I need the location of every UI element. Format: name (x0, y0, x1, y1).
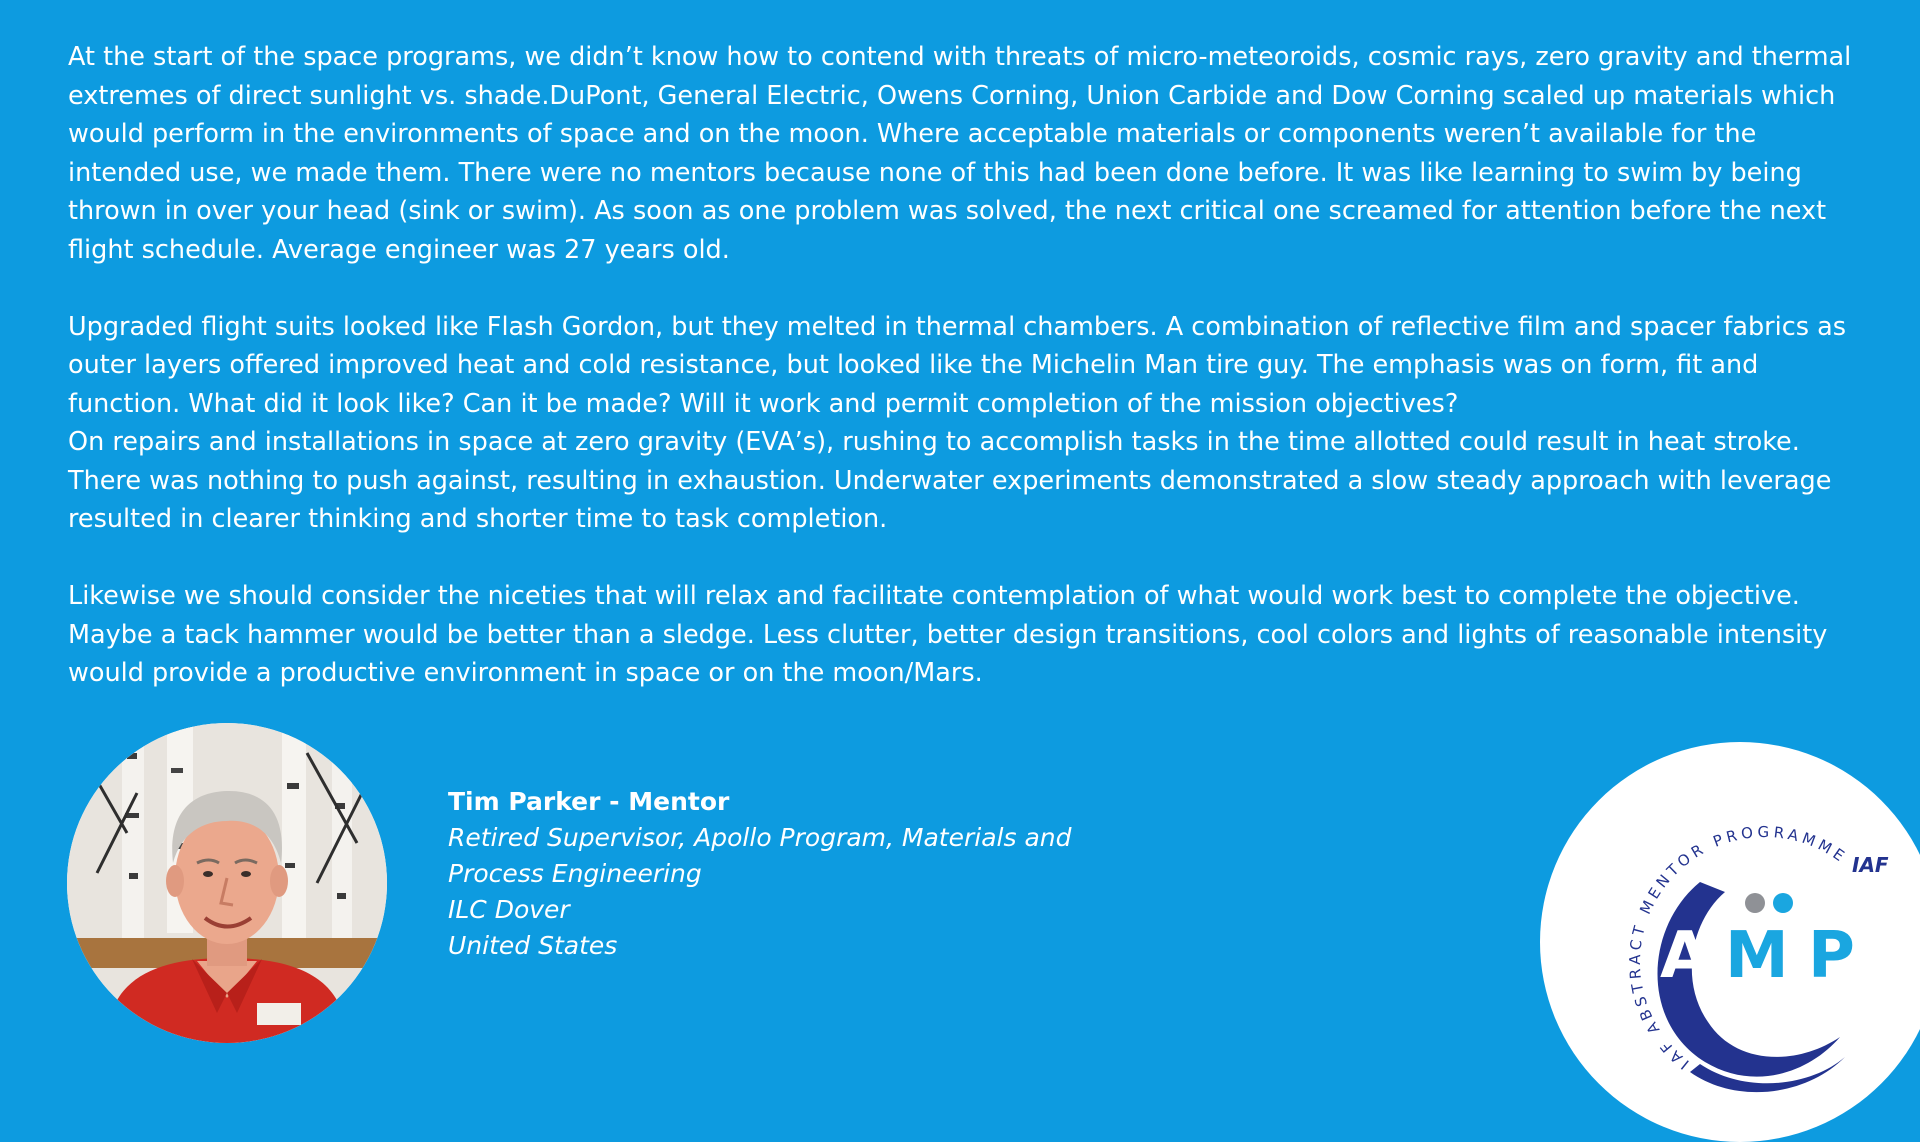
logo-letter-m: M (1725, 919, 1789, 993)
logo-ring-text-path: IAF ABSTRACT MENTOR PROGRAMME (1625, 822, 1851, 1073)
paragraph-2: Upgraded flight suits looked like Flash Gordon, but they melted in thermal chambers. A combination of reflective film and spacer fabrics as outer layers offered improved heat and cold resistance, but looked like the Michelin Man tire guy. The emphasis was on form, fit and function. What did it look like? Can it be made? Will it work and permit completion of the mission objectives? (68, 311, 1847, 419)
mentor-organization: ILC Dover (448, 895, 570, 924)
logo-letter-p: P (1808, 919, 1855, 993)
mentor-photo (67, 723, 387, 1043)
paragraph-1: At the start of the space programs, we didn’t know how to contend with threats of micro-meteoroids, cosmic rays, zero gravity and thermal extremes of direct sunlight vs. shade.DuPont, General Electric, Owens Corning, Union Carbide and Dow Corning scaled up materials which would perform in the environments of space and on the moon. Where acceptable materials or components weren’t available for the intended use, we made them. There were no mentors because none of this had been done before. It was like learning to swim by being thrown in over your head (sink or swim). As soon as one problem was solved, the next critical one screamed for attention before the next flight schedule. Average engineer was 27 years old. (68, 42, 1852, 265)
paragraph-gap (68, 269, 1858, 308)
mentor-quote (68, 38, 1858, 693)
mentor-caption (448, 784, 1072, 964)
mentor-role-line-1: Retired Supervisor, Apollo Program, Materials and (448, 823, 1072, 852)
mentor-country: United States (448, 931, 618, 960)
logo-letter-a: A (1660, 919, 1710, 993)
paragraph-gap (68, 539, 1858, 578)
logo-person-grey-icon (1745, 893, 1765, 913)
logo-iaf-mark: IAF (1852, 853, 1889, 877)
paragraph-3: On repairs and installations in space at zero gravity (EVA’s), rushing to accomplish tasks in the time allotted could result in heat stroke. There was nothing to push against, resulting in exhaustion. Underwater experiments demonstrated a slow steady approach with leverage resulted in clearer thinking and shorter time to task completion. (68, 427, 1832, 534)
logo-person-cyan-icon (1773, 893, 1793, 913)
mentor-name: Tim Parker - Mentor (448, 787, 730, 816)
amp-logo (1540, 742, 1920, 1142)
mentor-portrait-icon (67, 723, 387, 1043)
paragraph-4: Likewise we should consider the niceties that will relax and facilitate contemplation of what would work best to complete the objective. Maybe a tack hammer would be better than a sledge. Less clutter, better design transitions, cool colors and lights of reasonable intensity would provide a productive environment in space or on the moon/Mars. (68, 581, 1828, 688)
mentor-role-line-2: Process Engineering (448, 859, 702, 888)
amp-logo-icon (1540, 742, 1920, 1142)
